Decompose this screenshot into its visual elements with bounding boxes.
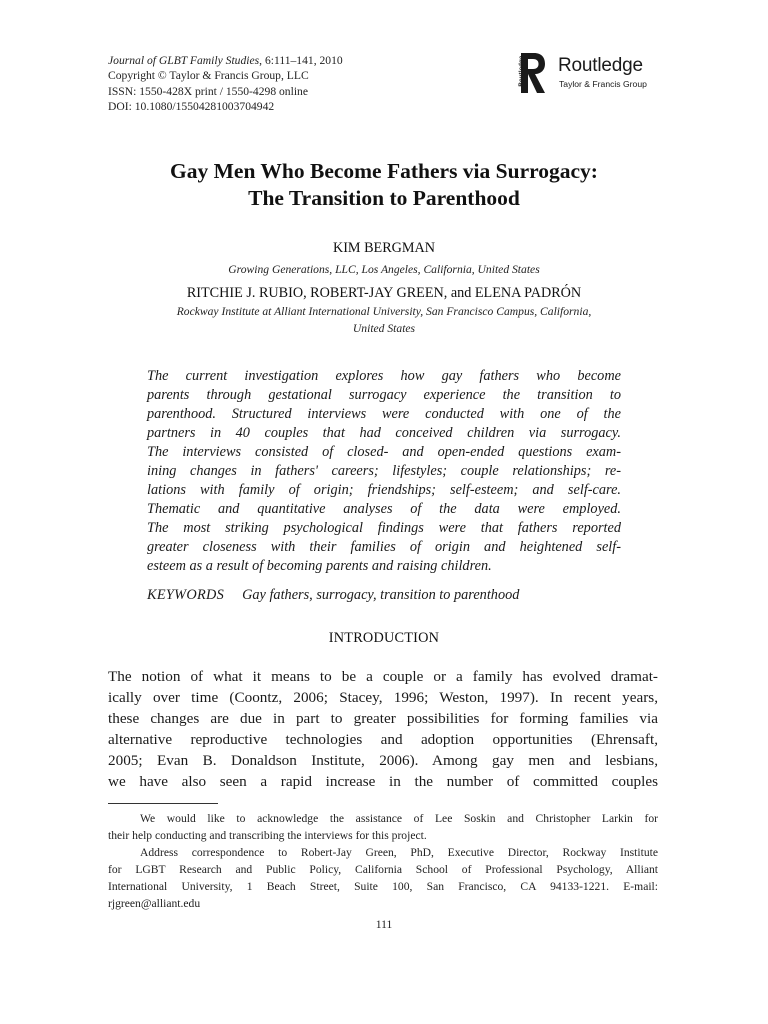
body-line: The notion of what it means to be a couple or a family has evolved dramat-: [108, 668, 658, 685]
keywords: [147, 587, 519, 604]
title-line-2: The Transition to Parenthood: [248, 186, 520, 210]
abstract-line: The most striking psychological findings were that fathers reported: [147, 520, 621, 536]
doi-line: DOI: 10.1080/15504281003704942: [108, 100, 275, 114]
footnote-line: for LGBT Research and Public Policy, California School of Professional Psychology, Alliant: [108, 863, 658, 876]
abstract-line: greater closeness with their families of origin and heightened self-: [147, 539, 621, 555]
journal-metadata: [108, 53, 343, 115]
author-names-1: KIM BERGMAN: [332, 240, 436, 256]
body-paragraph: [108, 666, 658, 792]
abstract-line: ining changes in fathers' careers; lifestyles; couple relationships; re-: [147, 463, 621, 479]
footnote-line: We would like to acknowledge the assistance of Lee Soskin and Christopher Larkin for: [140, 812, 658, 825]
section-heading: INTRODUCTION: [328, 630, 440, 646]
abstract: [147, 367, 621, 576]
body-line: 2005; Evan B. Donaldson Institute, 2006). Among gay men and lesbians,: [108, 752, 658, 769]
copyright-line: Copyright © Taylor & Francis Group, LLC: [108, 69, 309, 83]
footnote-divider: [108, 803, 218, 804]
publisher-name: Routledge: [558, 55, 643, 76]
footnote-line: their help conducting and transcribing the interviews for this project.: [108, 829, 427, 842]
abstract-line: The interviews consisted of closed- and open-ended questions exam-: [147, 444, 621, 460]
author-names-2: RITCHIE J. RUBIO, ROBERT-JAY GREEN, and ELENA PADRÓN: [186, 285, 582, 301]
page-number: 111: [375, 918, 393, 931]
affiliation-line: United States: [352, 321, 416, 335]
body-line: we have also seen a rapid increase in the number of committed couples: [108, 773, 658, 790]
author-affiliation-2: [60, 304, 708, 337]
journal-volume-pages: , 6:111–141, 2010: [259, 54, 343, 67]
publisher-group: Taylor & Francis Group: [559, 79, 647, 89]
abstract-line: lations with family of origin; friendships; self-esteem; and self-care.: [147, 482, 621, 498]
footnotes: [108, 810, 658, 912]
journal-title: Journal of GLBT Family Studies: [108, 54, 260, 67]
keywords-text: Gay fathers, surrogacy, transition to parenthood: [242, 587, 520, 603]
affiliation-line: Growing Generations, LLC, Los Angeles, California, United States: [228, 263, 540, 276]
body-line: these changes are due in part to greater possibilities for forming families via: [108, 710, 658, 727]
logo-vertical-wordmark: Routledge: [519, 55, 525, 87]
abstract-line: partners in 40 couples that had conceived children via surrogacy.: [147, 425, 621, 441]
issn-line: ISSN: 1550-428X print / 1550-4298 online: [108, 84, 308, 98]
abstract-line: parents through gestational surrogacy experience the transition to: [147, 387, 621, 403]
body-line: ically over time (Coontz, 2006; Stacey, 1996; Weston, 1997). In recent years,: [108, 689, 658, 706]
footnote-line: International University, 1 Beach Street, Suite 100, San Francisco, CA 94133-1221. E-mail:: [108, 880, 658, 893]
abstract-line: esteem as a result of becoming parents and raising children.: [147, 558, 492, 574]
footnote-email[interactable]: rjgreen@alliant.edu: [108, 897, 201, 910]
author-affiliation-1: [60, 262, 708, 279]
abstract-line: parenthood. Structured interviews were conducted with one of the: [147, 406, 621, 422]
journal-citation: [108, 53, 343, 68]
abstract-line: The current investigation explores how gay fathers who become: [147, 368, 621, 384]
routledge-r-logo-icon: [512, 52, 546, 94]
title-line-1: Gay Men Who Become Fathers via Surrogacy:: [170, 159, 598, 183]
publisher-logo: [512, 52, 662, 98]
abstract-line: Thematic and quantitative analyses of the data were employed.: [147, 501, 621, 517]
footnote-line: Address correspondence to Robert-Jay Green, PhD, Executive Director, Rockway Institute: [140, 846, 658, 859]
article-title: [60, 158, 708, 212]
keywords-label: KEYWORDS: [147, 587, 225, 603]
affiliation-line: Rockway Institute at Alliant International University, San Francisco Campus, California,: [176, 305, 592, 318]
body-line: alternative reproductive technologies and adoption opportunities (Ehrensaft,: [108, 731, 658, 748]
